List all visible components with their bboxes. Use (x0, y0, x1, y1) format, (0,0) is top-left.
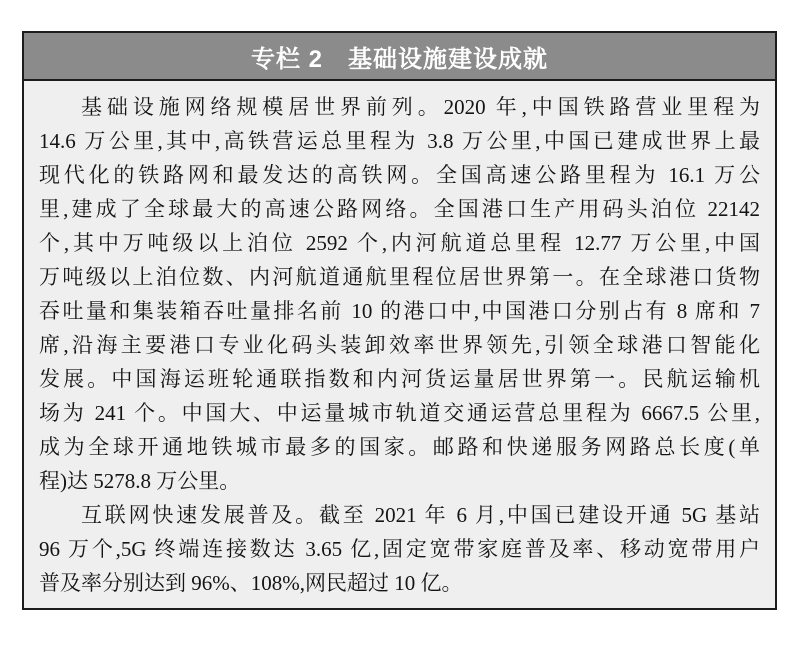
paragraph-internet (39, 498, 760, 600)
infobox-body (24, 81, 775, 600)
infobox-column-2 (22, 31, 777, 610)
text-line: 个,其中万吨级以上泊位 2592 个,内河航道总里程 12.77 万公里,中国 (39, 231, 760, 255)
text-line: 里,建成了全球最大的高速公路网络。全国港口生产用码头泊位 22142 (39, 197, 760, 221)
text-line: 万吨级以上泊位数、内河航道通航里程位居世界第一。在全球港口货物 (39, 265, 760, 289)
text-line: 席,沿海主要港口专业化码头装卸效率世界领先,引领全球港口智能化 (39, 333, 760, 357)
infobox-header (24, 33, 775, 81)
paragraph-infrastructure (39, 90, 760, 498)
text-line: 基础设施网络规模居世界前列。2020 年,中国铁路营业里程为 (81, 95, 760, 119)
text-line: 普及率分别达到 96%、108%,网民超过 10 亿。 (39, 571, 463, 595)
text-line: 发展。中国海运班轮通联指数和内河货运量居世界第一。民航运输机 (39, 367, 760, 391)
text-line: 吞吐量和集装箱吞吐量排名前 10 的港口中,中国港口分别占有 8 席和 7 (39, 299, 760, 323)
text-line: 程)达 5278.8 万公里。 (39, 469, 241, 493)
text-line: 成为全球开通地铁城市最多的国家。邮路和快递服务网路总长度(单 (39, 435, 760, 459)
text-line: 互联网快速发展普及。截至 2021 年 6 月,中国已建设开通 5G 基站 (81, 503, 760, 527)
infobox-title: 专栏 2 基础设施建设成就 (250, 45, 548, 73)
text-line: 96 万个,5G 终端连接数达 3.65 亿,固定宽带家庭普及率、移动宽带用户 (39, 537, 760, 561)
text-line: 14.6 万公里,其中,高铁营运总里程为 3.8 万公里,中国已建成世界上最 (39, 129, 760, 153)
text-line: 现代化的铁路网和最发达的高铁网。全国高速公路里程为 16.1 万公 (39, 163, 760, 187)
text-line: 场为 241 个。中国大、中运量城市轨道交通运营总里程为 6667.5 公里, (39, 401, 760, 425)
